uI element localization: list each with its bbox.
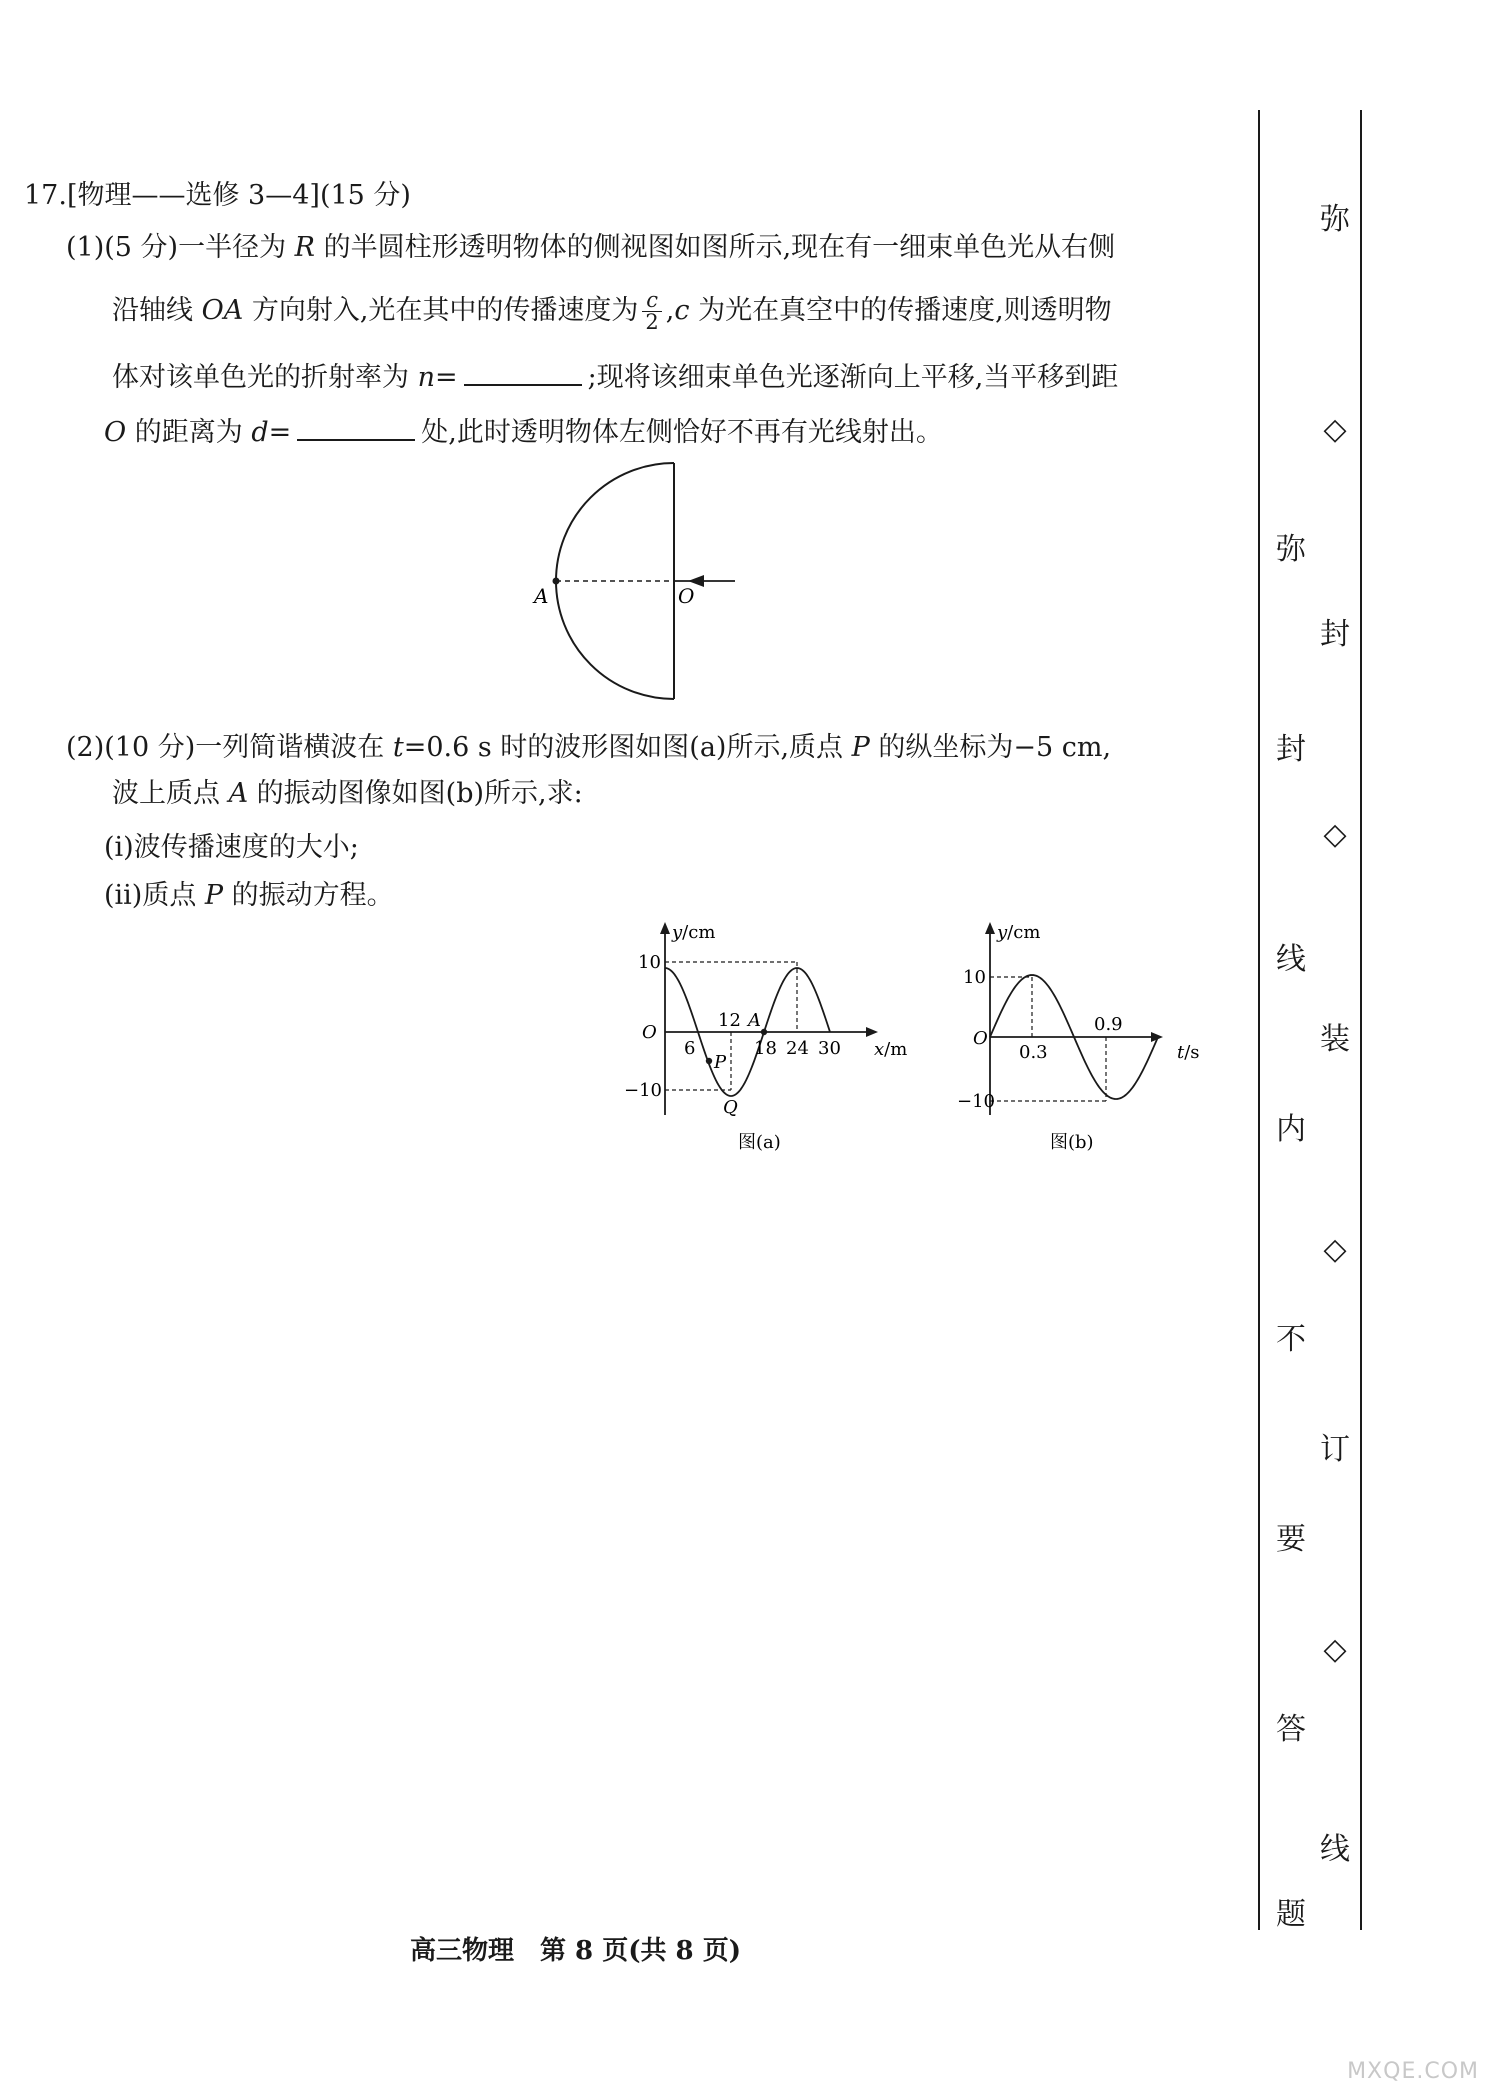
part2-line3: (i)波传播速度的大小;: [104, 832, 359, 863]
fig-a-label-a: A: [748, 1010, 761, 1031]
fig-a-xtick-6: 6: [684, 1038, 696, 1059]
binding-col1-char: 不: [1276, 1322, 1306, 1357]
answer-blank-n[interactable]: [464, 358, 582, 386]
answer-blank-d[interactable]: [297, 413, 415, 441]
part1-line4: O 的距离为 d= 处,此时透明物体左侧恰好不再有光线射出。: [104, 413, 943, 453]
fig-a-point-p: [706, 1058, 712, 1064]
part1-line3: 体对该单色光的折射率为 n= ;现将该细束单色光逐渐向上平移,当平移到距: [112, 358, 1118, 398]
fig-b-origin: O: [973, 1028, 988, 1049]
fig-a-y-arrow-icon: [660, 922, 670, 934]
fig-a-xtick-18: 18: [754, 1038, 777, 1059]
binding-line-right: [1360, 110, 1362, 1930]
binding-col1-char: 线: [1276, 942, 1306, 977]
fig-a-x-arrow-icon: [866, 1027, 878, 1037]
binding-col1-char: 封: [1276, 732, 1306, 767]
watermark: MXQE.COM: [1347, 2059, 1479, 2084]
binding-col1-char: 弥: [1276, 532, 1306, 567]
figure-a-waveform: [620, 920, 920, 1160]
fig-a-label-p: P: [714, 1052, 727, 1073]
fig-b-y-arrow-icon: [985, 922, 995, 934]
point-a-dot: [553, 578, 560, 585]
fig-a-label-q: Q: [723, 1097, 738, 1118]
fig-a-xtick-12: 12: [718, 1010, 741, 1031]
binding-diamond-icon: ◇: [1323, 1632, 1347, 1667]
binding-diamond-icon: ◇: [1323, 1232, 1347, 1267]
part2-line4: (ii)质点 P 的振动方程。: [104, 880, 394, 911]
binding-diamond-icon: ◇: [1323, 412, 1347, 447]
binding-col1-char: 要: [1276, 1522, 1306, 1557]
fig-b-ytick-10: 10: [963, 967, 986, 988]
part2-line1: (2)(10 分)一列简谐横波在 t=0.6 s 时的波形图如图(a)所示,质点 P 的纵坐标为−5 cm,: [66, 732, 1112, 763]
fig-a-ytick-neg10: −10: [624, 1080, 662, 1101]
fig-a-xtick-24: 24: [786, 1038, 809, 1059]
binding-col2-char: 封: [1320, 617, 1350, 652]
fig-a-caption: 图(a): [738, 1132, 781, 1153]
fraction-c-over-2: $\frac{c}{2}$: [642, 290, 661, 333]
label-o: O: [678, 584, 695, 608]
label-a: A: [534, 584, 549, 608]
part2-line2: 波上质点 A 的振动图像如图(b)所示,求:: [112, 778, 583, 809]
figure-b-vibration: [945, 920, 1225, 1160]
part1-line2: 沿轴线 OA 方向射入,光在其中的传播速度为 $\frac{c}{2}$ ,c 为光在真空中的传播速度,则透明物: [112, 288, 1112, 334]
fig-b-xtick-09: 0.9: [1094, 1014, 1123, 1035]
fig-b-caption: 图(b): [1050, 1132, 1094, 1153]
binding-col2-char: 订: [1320, 1432, 1350, 1467]
binding-col1-char: 内: [1276, 1112, 1306, 1147]
question-header: 17.[物理——选修 3—4](15 分): [24, 180, 411, 211]
binding-col1-char: 答: [1276, 1712, 1306, 1747]
semicircle-figure: [520, 455, 750, 715]
binding-diamond-icon: ◇: [1323, 817, 1347, 852]
fig-a-xtick-30: 30: [818, 1038, 841, 1059]
part1-line1: (1)(5 分)一半径为 R 的半圆柱形透明物体的侧视图如图所示,现在有一细束单色光从右侧: [66, 232, 1116, 263]
binding-col2-char: 装: [1320, 1022, 1350, 1057]
binding-line-left: [1258, 110, 1260, 1930]
fig-a-xlabel: x/m: [874, 1039, 908, 1060]
page-footer: 高三物理 第 8 页(共 8 页): [410, 1936, 741, 1966]
binding-col1-char: 题: [1276, 1897, 1306, 1932]
fig-a-point-a: [761, 1029, 767, 1035]
binding-col2-char: 弥: [1320, 202, 1350, 237]
fig-a-origin: O: [642, 1022, 657, 1043]
fig-b-ytick-neg10: −10: [957, 1091, 995, 1112]
fig-b-xlabel: t/s: [1177, 1042, 1200, 1063]
binding-col2-char: 线: [1320, 1832, 1350, 1867]
fig-b-ylabel: y/cm: [997, 922, 1041, 943]
fig-a-ylabel: y/cm: [672, 922, 716, 943]
fig-a-ytick-10: 10: [638, 952, 661, 973]
fig-b-xtick-03: 0.3: [1019, 1042, 1048, 1063]
